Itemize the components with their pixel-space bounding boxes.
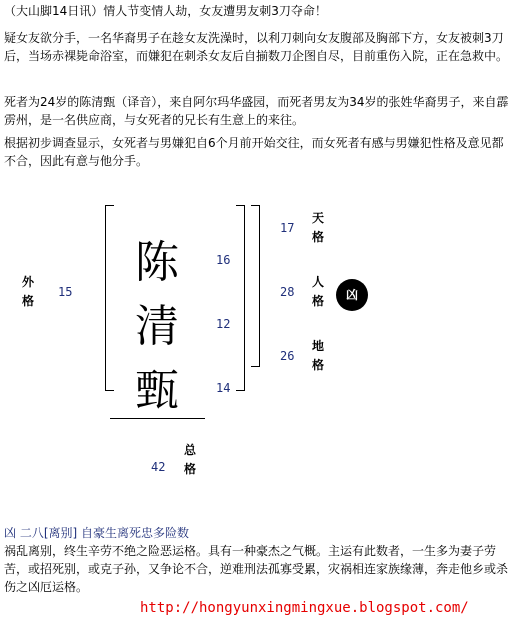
waige-label: 外格: [22, 275, 35, 308]
dige-number: 26: [280, 349, 295, 363]
outer-right-bracket: [251, 205, 260, 367]
blog-url-watermark: http://hongyunxingmingxue.blogspot.com/: [140, 600, 469, 616]
renge-label: 人格: [312, 275, 325, 308]
waige-number: 15: [58, 285, 73, 299]
zongge-number: 42: [151, 460, 166, 474]
fortune-badge: 凶: [336, 279, 368, 311]
name-char-1: 陈: [135, 237, 179, 288]
article-paragraph-1: 疑女友欲分手，一名华裔男子在趁女友洗澡时，以利刀刺向女友腹部及胸部下方，女友被刺3刀后，当场赤裸毙命浴室，而嫌犯在刺杀女友后自揃数刀企图自尽，目前重伤入院，正在急救中。: [4, 31, 509, 63]
name-underline: [110, 418, 205, 419]
renge-number: 28: [280, 285, 295, 299]
name-char-3: 甄: [135, 365, 179, 416]
article-paragraph-3: 根据初步调查显示，女死者与男嫌犯自6个月前开始交往，而女死者有感与男嫌犯性格及意见都不合，因此有意与他分手。: [4, 136, 504, 168]
article-lead: （大山脚14日讯）情人节变情人劫，女友遭男友刺3刀夺命！: [4, 4, 327, 18]
summary-title: 凶 二八[离别] 自豪生离死忠多险数: [4, 526, 189, 540]
fortune-summary: [4, 524, 509, 596]
stroke-count-2: 12: [216, 317, 231, 331]
dige-label: 地格: [312, 339, 325, 372]
right-bracket: [236, 205, 245, 391]
stroke-count-3: 14: [216, 381, 231, 395]
summary-text: 祸乱离别，终生辛劳不绝之险恶运格。具有一种豪杰之气概。主运有此数者，一生多为妻子劳苦，或招死别，或克子孙，又争论不合，逆难刑法孤寡受累，灾祸相连家族缘薄，奔走他乡或杀伤之凶厄运格。: [4, 544, 509, 594]
tiange-number: 17: [280, 221, 295, 235]
stroke-count-1: 16: [216, 253, 231, 267]
left-bracket: [105, 205, 114, 391]
zongge-label: 总格: [184, 443, 197, 476]
name-char-2: 清: [135, 301, 179, 352]
tiange-label: 天格: [312, 211, 325, 244]
article-paragraph-2: 死者为24岁的陈清甄（译音），来自阿尔玛华盛园，而死者男友为34岁的张姓华裔男子，来自霹雳州，是一名供应商，与女死者的兄长有生意上的来往。: [4, 95, 509, 127]
